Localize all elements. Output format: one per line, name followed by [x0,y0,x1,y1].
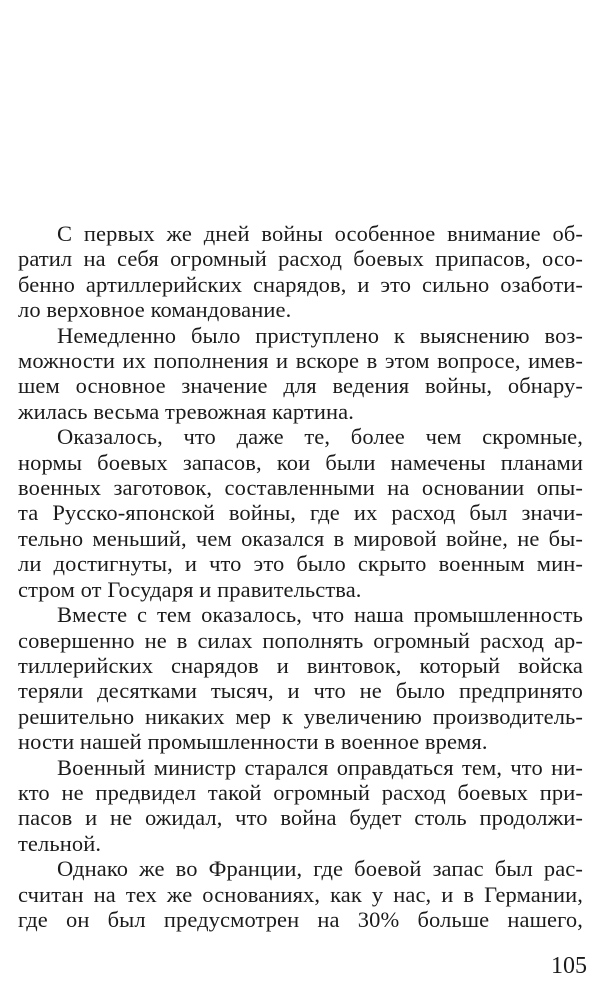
text-line: ли достигнуты, и что это было скрыто военным мин- [18,551,583,577]
text-line: Военный министр старался оправдаться тем, что ни- [57,754,583,780]
text-line: С первых же дней войны особенное внимание об- [57,221,583,246]
text-line: Однако же во Франции, где боевой запас был рас- [57,856,583,882]
text-line: считан на тех же основаниях, как у нас, и в Германии, [18,881,583,907]
page-number: 105 [551,953,587,979]
text-line: Вместе с тем оказалось, что наша промышленность [57,602,583,628]
text-line: Немедленно было приступлено к выяснению воз- [57,322,583,348]
text-line: теряли десятками тысяч, и что не было предпринято [18,678,583,704]
paragraph [18,755,583,857]
text-line: ратил на себя огромный расход боевых припасов, осо- [18,246,583,272]
text-line: та Русско-японской войны, где их расход был значи- [18,500,583,526]
text-line: военных заготовок, составленными на основании опы- [18,475,583,501]
text-line: нормы боевых запасов, кои были намечены планами [18,449,583,475]
text-line: решительно никаких мер к увеличению производитель- [18,703,583,729]
text-line: Оказалось, что даже те, более чем скромные, [57,424,583,450]
text-line: шем основное значение для ведения войны, обнару- [18,373,583,399]
paragraph [18,323,583,425]
text-line: тельной. [18,830,102,856]
paragraph [18,221,583,323]
text-line: ности нашей промышленности в военное время. [18,729,488,755]
text-block [18,221,583,932]
text-line: можности их пополнения и вскоре в этом вопросе, имев- [18,348,583,374]
text-line: ло верховное командование. [18,297,292,323]
text-line: тиллерийских снарядов и винтовок, который войска [18,652,583,678]
text-line: кто не предвидел такой огромный расход боевых при- [18,779,583,805]
text-line: совершенно не в силах пополнять огромный расход ар- [18,627,583,653]
text-line: пасов и не ожидал, что война будет столь продолжи- [18,805,583,831]
paragraph [18,424,583,602]
text-line: тельно меньший, чем оказался в мировой войне, не бы- [18,525,583,551]
text-line: где он был предусмотрен на 30% больше нашего, [18,906,583,932]
text-line: бенно артиллерийских снарядов, и это сильно озаботи- [18,271,583,297]
text-line: стром от Государя и правительства. [18,576,362,602]
paragraph [18,602,583,754]
text-line: жилась весьма тревожная картина. [18,398,354,424]
paragraph [18,856,583,932]
